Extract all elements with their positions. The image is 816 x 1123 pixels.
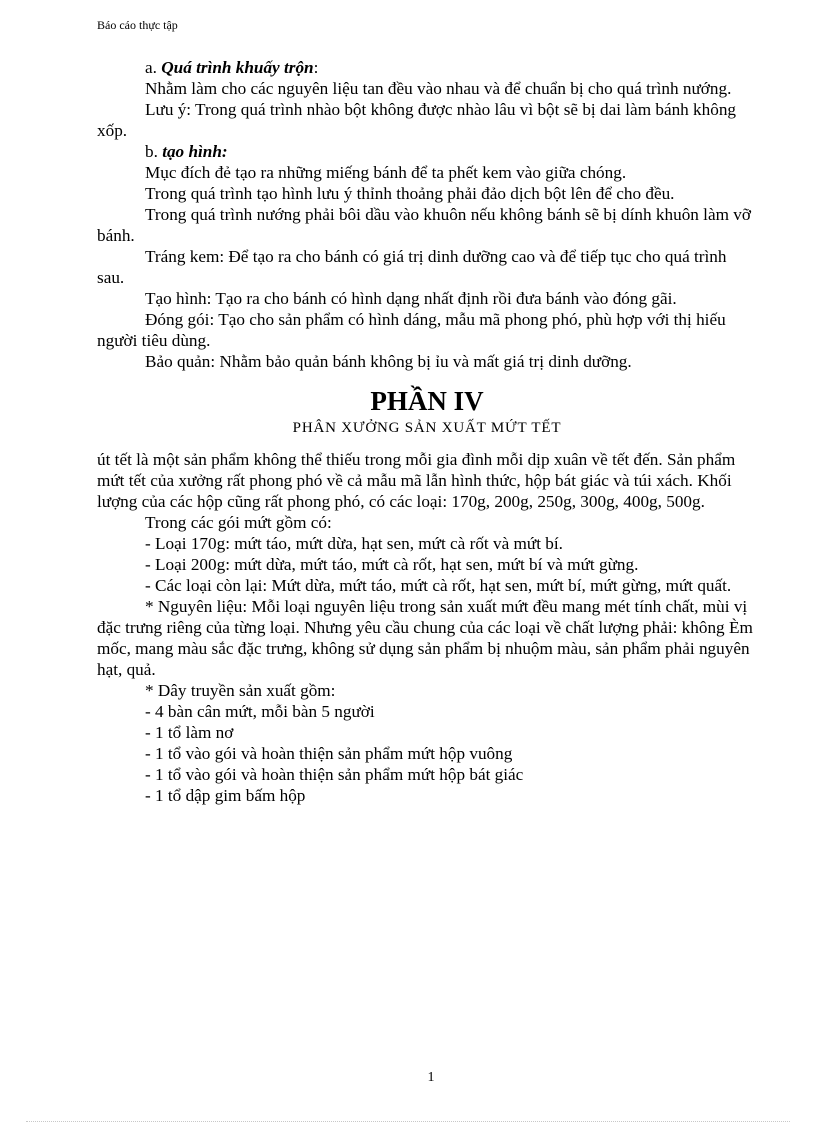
pack-list-item: - Các loại còn lại: Mứt dừa, mứt táo, mứt cà rốt, hạt sen, mứt bí, mứt gừng, mứt quất.: [145, 576, 732, 595]
section-b-paragraph: Mục đích đẻ tạo ra những miếng bánh để ta phết kem vào giữa chóng.: [145, 163, 627, 182]
section-a-suffix: :: [313, 58, 319, 77]
document-body: [97, 57, 757, 806]
production-line-item: - 4 bàn cân mứt, mỗi bàn 5 người: [145, 702, 375, 721]
materials-paragraph: * Nguyên liệu: Mỗi loại nguyên liệu trong sản xuất mứt đều mang mét tính chất, mùi vị đặc trưng riêng của từng loại. Nhưng yêu cầu chung của các loại về chất lượng phải: không Èm mốc, mang màu sắc đặc trưng, không sử dụng sản phẩm bị nhuộm màu, sản phẩm phải nguyên hạt, quả.: [97, 597, 753, 679]
section-b-prefix: b.: [145, 142, 163, 161]
part-intro-paragraph: út tết là một sản phẩm không thể thiếu trong mỗi gia đình mỗi dịp xuân về tết đến. Sản phẩm mứt tết của xưởng rất phong phó về cả mẫu mã lẫn hình thức, hộp bát giác và túi xách. Khối lượng của các hộp cũng rất phong phó, có các loại: 170g, 200g, 250g, 300g, 400g, 500g.: [97, 450, 736, 511]
running-header: Báo cáo thực tập: [97, 18, 178, 32]
section-a-title: Quá trình khuấy trộn: [161, 58, 314, 77]
pack-list-item: - Loại 170g: mứt táo, mứt dừa, hạt sen, mứt cà rốt và mứt bí.: [145, 534, 563, 553]
section-b-paragraph: Trong quá trình tạo hình lưu ý thỉnh thoảng phải đảo dịch bột lên để cho đều.: [145, 184, 675, 203]
section-b-paragraph: Tráng kem: Để tạo ra cho bánh có giá trị dinh dưỡng cao và để tiếp tục cho quá trình sau.: [97, 247, 727, 287]
section-a-paragraph-purpose: Nhằm làm cho các nguyên liệu tan đều vào nhau và để chuẩn bị cho quá trình nướng.: [145, 79, 732, 98]
production-line-item: - 1 tổ vào gói và hoàn thiện sản phẩm mứt hộp vuông: [145, 744, 513, 763]
production-line-intro: * Dây truyền sản xuất gồm:: [145, 681, 336, 700]
section-b-paragraph: Tạo hình: Tạo ra cho bánh có hình dạng nhất định rồi đưa bánh vào đóng gãi.: [145, 289, 677, 308]
production-line-item: - 1 tổ vào gói và hoàn thiện sản phẩm mứt hộp bát giác: [145, 765, 524, 784]
section-b-paragraph: Bảo quản: Nhằm bảo quản bánh không bị ỉu và mất giá trị dinh dưỡng.: [145, 352, 632, 371]
section-a-heading: [97, 57, 757, 78]
production-line-item: - 1 tổ làm nơ: [145, 723, 234, 742]
production-line-item: - 1 tổ dập gim bấm hộp: [145, 786, 306, 805]
section-b-heading: [97, 141, 757, 162]
section-b-paragraph: Trong quá trình nướng phải bôi dầu vào khuôn nếu không bánh sẽ bị dính khuôn làm vỡ bánh.: [97, 205, 751, 245]
section-b-paragraph: Đóng gói: Tạo cho sản phẩm có hình dáng, mẫu mã phong phó, phù hợp với thị hiếu người tiêu dùng.: [97, 310, 726, 350]
section-a-paragraph-note: Lưu ý: Trong quá trình nhào bột không được nhào lâu vì bột sẽ bị dai làm bánh không xốp.: [97, 100, 737, 140]
part-title: PHẦN IV: [370, 386, 484, 416]
packs-intro: Trong các gói mứt gồm có:: [145, 513, 332, 532]
pack-list-item: - Loại 200g: mứt dừa, mứt táo, mứt cà rốt, hạt sen, mứt bí và mứt gừng.: [145, 555, 639, 574]
page-number: 1: [427, 1070, 435, 1085]
page-bottom-divider: [26, 1121, 790, 1122]
section-b-title: tạo hình:: [162, 142, 228, 161]
section-a-prefix: a.: [145, 58, 162, 77]
part-subtitle: PHÂN XƯỞNG SẢN XUẤT MỨT TẾT: [292, 420, 562, 436]
